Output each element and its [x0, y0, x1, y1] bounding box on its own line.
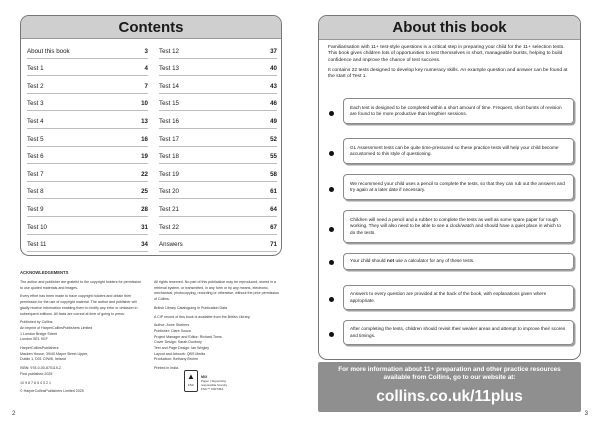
contents-list-left — [27, 41, 148, 252]
toc-entry-page: 3 — [144, 47, 148, 55]
toc-entry-label: Test 3 — [27, 100, 44, 108]
toc-entry-label: Test 10 — [27, 223, 47, 231]
toc-entry-page: 49 — [270, 117, 277, 125]
toc-entry-page: 55 — [270, 153, 277, 161]
toc-entry[interactable] — [159, 41, 277, 59]
toc-entry-page: 40 — [270, 65, 277, 73]
fsc-logo-icon — [184, 370, 198, 392]
ack-text: The author and publisher are grateful to the copyright holders for permission to use quoted materials and images. — [20, 280, 142, 290]
ack-text: All rights reserved. No part of this publication may be reproduced, stored in a retrieval system, or transmitted, in any form or by any means, electronic, mechanical, photocopying, recording or otherwise, without the prior permission of Collins. — [154, 280, 280, 302]
toc-entry-page: 22 — [141, 170, 148, 178]
page-number-left: 2 — [12, 411, 16, 417]
website-link[interactable]: collins.co.uk/11plus — [376, 388, 523, 405]
toc-entry-label: Test 9 — [27, 205, 44, 213]
page-number-right: 3 — [584, 411, 588, 417]
tip-card: GL Assessment tests can be quite time-pressured so these practice tests will help your child become accustomed to this style of questioning. — [343, 138, 574, 164]
toc-entry-page: 43 — [270, 82, 277, 90]
fsc-text-line: Paper | Supporting — [201, 379, 226, 383]
ack-text: Production: Bethany Brohm — [154, 357, 198, 362]
toc-entry-label: Test 14 — [159, 82, 179, 90]
ack-text: Dublin 1, D01 C9W8, Ireland — [20, 357, 66, 362]
promo-banner — [318, 362, 581, 412]
toc-entry[interactable] — [27, 217, 148, 235]
toc-entry[interactable] — [27, 164, 148, 182]
bullet-icon — [329, 260, 334, 265]
toc-entry-label: Test 4 — [27, 117, 44, 125]
toc-entry-label: Test 22 — [159, 223, 179, 231]
toc-entry-label: Test 19 — [159, 170, 179, 178]
ack-text: Macken House, 39/40 Mayor Street Upper, — [20, 351, 89, 356]
contents-title: Contents — [21, 16, 281, 39]
about-title: About this book — [319, 16, 580, 40]
toc-entry-page: 7 — [144, 82, 148, 90]
toc-entry-label: Test 11 — [27, 241, 47, 249]
bullet-icon — [329, 151, 334, 156]
toc-entry-page: 4 — [144, 65, 148, 73]
ack-text: Publisher: Clare Souza — [154, 328, 191, 333]
toc-entry-label: Test 5 — [27, 135, 44, 143]
toc-entry-label: Test 15 — [159, 100, 179, 108]
toc-entry-page: 52 — [270, 135, 277, 143]
fsc-logo-label: FSC — [188, 383, 194, 387]
toc-entry-page: 31 — [141, 223, 148, 231]
ack-text: British Library Cataloguing in Publication Data — [154, 305, 228, 310]
bullet-icon — [329, 111, 334, 116]
toc-entry-page: 25 — [141, 188, 148, 196]
tip-card: Children will need a pencil and a rubber to complete the tests as well as some spare paper for rough working. They will also need to be able to see a clock/watch and should have a quiet place in which to do the tests. — [343, 210, 574, 243]
bullet-icon — [329, 332, 334, 337]
ack-text: Project Manager and Editor: Richard Toms — [154, 334, 222, 339]
toc-entry-label: Test 16 — [159, 117, 179, 125]
toc-entry-page: 61 — [270, 188, 277, 196]
toc-entry-page: 67 — [270, 223, 277, 231]
acknowledgements-column-b — [154, 280, 282, 372]
tip-card: After completing the tests, children should revisit their weaker areas and attempt to improve their scores and timings. — [343, 320, 574, 345]
tree-icon: ▲ — [187, 372, 195, 381]
acknowledgements-column-a — [20, 280, 142, 395]
toc-entry[interactable] — [159, 164, 277, 182]
tip-text: Your child should not use a calculator for any of these tests. — [350, 258, 475, 264]
toc-entry-label: Test 7 — [27, 170, 44, 178]
fsc-text-line: responsible forestry — [201, 383, 228, 387]
ack-text: © HarperCollinsPublishers Limited 2025 — [20, 389, 84, 394]
tip-card — [343, 253, 574, 270]
toc-entry[interactable] — [27, 41, 148, 59]
toc-entry[interactable] — [27, 76, 148, 94]
toc-entry-label: Test 12 — [159, 47, 179, 55]
toc-entry[interactable] — [159, 217, 277, 235]
toc-entry[interactable] — [27, 147, 148, 165]
ack-text: ISBN: 978-0-00-870119-2 — [20, 366, 61, 371]
toc-entry-label: Test 2 — [27, 82, 44, 90]
toc-entry[interactable] — [159, 199, 277, 217]
ack-text: Cover Design: Sarah Duxbury — [154, 340, 202, 345]
toc-entry-page: 37 — [270, 47, 277, 55]
ack-text: 1 London Bridge Street — [20, 331, 57, 336]
toc-entry-page: 19 — [141, 153, 148, 161]
ack-text: HarperCollinsPublishers — [20, 346, 59, 351]
toc-entry-label: Test 6 — [27, 153, 44, 161]
toc-entry[interactable] — [27, 182, 148, 200]
ack-text: First published 2025 — [20, 371, 53, 376]
intro-paragraph: Familiarisation with 11+ test-style questions is a critical step in preparing your child for the 11+ selection tests. This book gives children lots of opportunities to test themselves in short, manageable bursts, helping to build confidence and improve the chance of test success. — [328, 45, 565, 63]
toc-entry[interactable] — [159, 182, 277, 200]
toc-entry[interactable] — [159, 147, 277, 165]
toc-entry-label: About this book — [27, 47, 70, 55]
promo-text: For more information about 11+ preparation and other practice resources available from Collins, go to our website at: — [338, 366, 561, 382]
toc-entry[interactable] — [159, 76, 277, 94]
ack-text: Author: Anne Stothers — [154, 323, 190, 328]
bullet-icon — [329, 297, 334, 302]
tip-card: We recommend your child uses a pencil to complete the tests, so that they can rub out the answers and try again at a later date if necessary. — [343, 174, 574, 200]
toc-entry-page: 58 — [270, 170, 277, 178]
ack-text: Printed in India. — [154, 366, 179, 371]
ack-text: London SE1 9GF — [20, 337, 48, 342]
toc-entry-label: Test 21 — [159, 205, 179, 213]
about-panel — [318, 15, 581, 360]
toc-entry[interactable] — [159, 129, 277, 147]
toc-entry-label: Test 17 — [159, 135, 179, 143]
ack-text: Text and Page Design: Ian Wrigley — [154, 346, 210, 351]
toc-entry-label: Answers — [159, 241, 183, 249]
ack-text: An imprint of HarperCollinsPublishers Limited — [20, 325, 93, 330]
toc-entry-page: 10 — [141, 100, 148, 108]
toc-entry[interactable] — [27, 235, 148, 253]
toc-entry[interactable] — [27, 59, 148, 77]
toc-entry[interactable] — [159, 59, 277, 77]
toc-entry-page: 34 — [141, 241, 148, 249]
toc-entry-page: 13 — [141, 117, 148, 125]
fsc-text-line: FSC™ C007454 — [201, 387, 224, 391]
toc-entry[interactable] — [159, 111, 277, 129]
toc-entry-label: Test 13 — [159, 65, 179, 73]
toc-entry[interactable] — [27, 129, 148, 147]
contents-panel — [20, 15, 282, 256]
fsc-mix-label: MIX — [201, 375, 208, 379]
toc-entry-page: 64 — [270, 205, 277, 213]
ack-text: A CIP record of this book is available from the British Library. — [154, 314, 251, 319]
ack-text: Layout and Artwork: QBS Media — [154, 351, 206, 356]
toc-entry[interactable] — [27, 111, 148, 129]
acknowledgements-heading: ACKNOWLEDGEMENTS — [20, 270, 69, 275]
tip-card: Each test is designed to be completed within a short amount of time. Frequent, short bursts of revision are found to be more productive than lengthier sessions. — [343, 98, 574, 124]
ack-text: 10 9 8 7 6 5 4 3 2 1 — [20, 380, 51, 385]
toc-entry-label: Test 1 — [27, 65, 44, 73]
toc-entry-label: Test 20 — [159, 188, 179, 196]
toc-entry-page: 16 — [141, 135, 148, 143]
toc-entry-label: Test 8 — [27, 188, 44, 196]
intro-paragraph: It contains 22 tests designed to develop key numeracy skills. An example question and answer can be found at the start of Test 1. — [328, 67, 568, 80]
fsc-label — [201, 375, 227, 391]
bullet-icon — [329, 227, 334, 232]
contents-list-right — [159, 41, 277, 252]
tip-card: Answers to every question are provided at the back of the book, with explanations given where appropriate. — [343, 285, 574, 310]
bullet-icon — [329, 187, 334, 192]
toc-entry-label: Test 18 — [159, 153, 179, 161]
toc-entry-page: 71 — [270, 241, 277, 249]
about-intro — [328, 45, 574, 84]
toc-entry-page: 46 — [270, 100, 277, 108]
toc-entry-page: 28 — [141, 205, 148, 213]
toc-entry[interactable] — [27, 94, 148, 112]
toc-entry[interactable] — [159, 94, 277, 112]
toc-entry[interactable] — [27, 199, 148, 217]
toc-entry[interactable] — [159, 235, 277, 253]
ack-text: Published by Collins — [20, 320, 53, 325]
ack-text: Every effort has been made to trace copyright holders and obtain their permission for the use of copyright material. The author and publisher will gladly receive information enabling them to rectify any error or omission in subsequent editions. All facts are correct at time of going to press. — [20, 294, 138, 316]
